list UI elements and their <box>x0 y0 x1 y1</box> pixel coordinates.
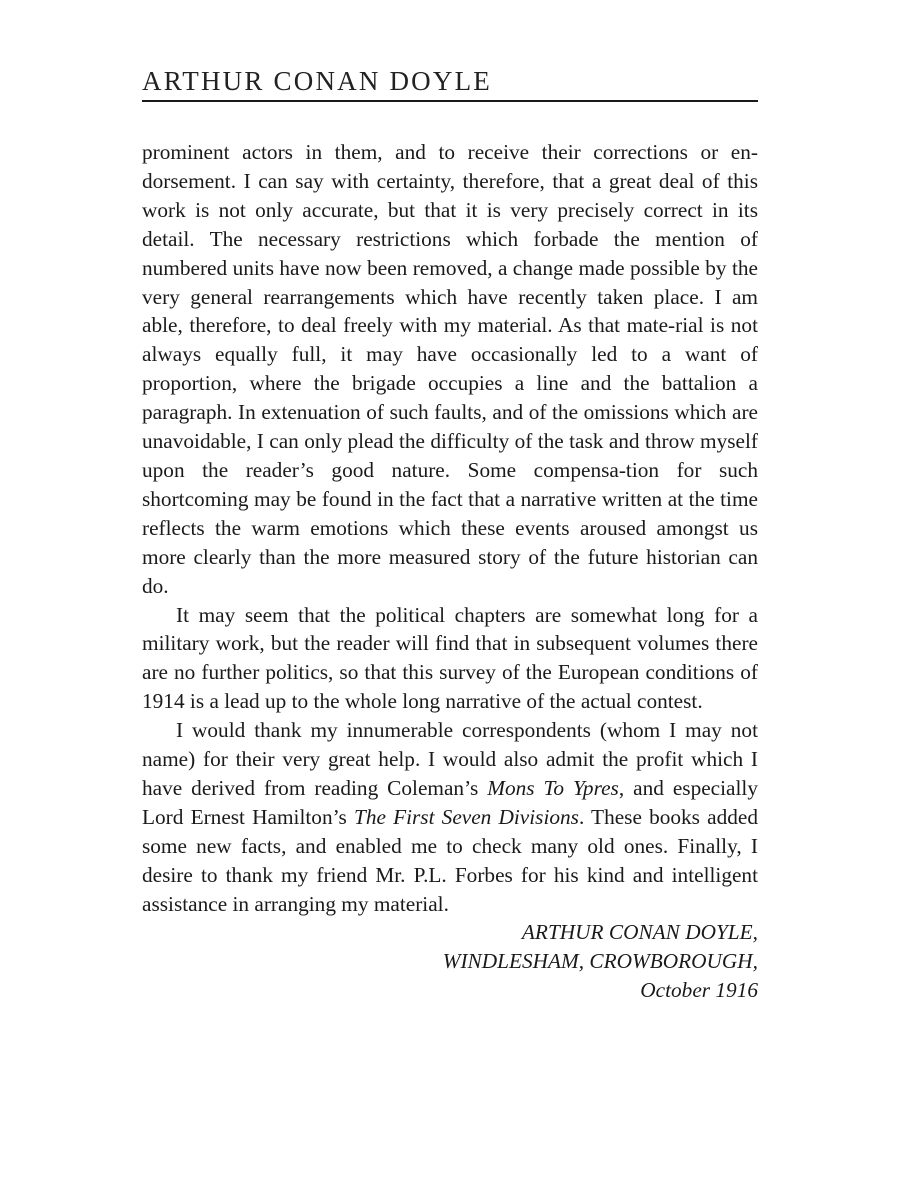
paragraph-3 <box>142 716 758 918</box>
signature-place: WINDLESHAM, CROWBOROUGH, <box>442 949 758 974</box>
body-text <box>142 138 758 918</box>
signature-block <box>142 918 758 1005</box>
book-page <box>142 0 758 1005</box>
signature-date: October 1916 <box>640 978 758 1003</box>
paragraph-3-text-1: I would thank my innumerable correspondents (whom I may not name) for their very great help. I would also admit the profit which I have derived from reading Coleman’s <box>142 718 758 800</box>
paragraph-2: It may seem that the political chapters are somewhat long for a military work, but the reader will find that in subsequent volumes there are no further politics, so that this survey of the European conditions of 1914 is a lead up to the whole long narrative of the actual contest. <box>142 602 758 714</box>
paragraph-1: prominent actors in them, and to receive their corrections or en-dorsement. I can say with certainty, therefore, that a great deal of this work is not only accurate, but that it is very precisely correct in its detail. The necessary restrictions which forbade the mention of numbered units have now been removed, a change made possible by the very general rearrangements which have recently taken place. I am able, therefore, to deal freely with my material. As that mate-rial is not always equally full, it may have occasionally led to a want of proportion, where the brigade occupies a line and the battalion a paragraph. In extenuation of such faults, and of the omissions which are unavoidable, I can only plead the difficulty of the task and throw myself upon the reader’s good nature. Some compensa-tion for such shortcoming may be found in the fact that a narrative written at the time reflects the warm emotions which these events aroused amongst us more clearly than the more measured story of the future historian can do. <box>142 140 758 598</box>
header-rule <box>142 100 758 102</box>
book-title-first-seven-divisions: The First Seven Divisions <box>353 804 579 829</box>
running-header: ARTHUR CONAN DOYLE <box>142 66 492 96</box>
paragraph-3-text-2: , and especially Lord Ernest Hamilton’s <box>142 775 758 829</box>
signature-name: ARTHUR CONAN DOYLE, <box>521 920 758 945</box>
paragraph-3-text-3: . These books added some new facts, and enabled me to check many old ones. Finally, I desire to thank my friend Mr. P.L. Forbes for his kind and intelligent assistance in arranging my material. <box>142 804 758 916</box>
book-title-mons-to-ypres: Mons To Ypres <box>487 775 619 800</box>
